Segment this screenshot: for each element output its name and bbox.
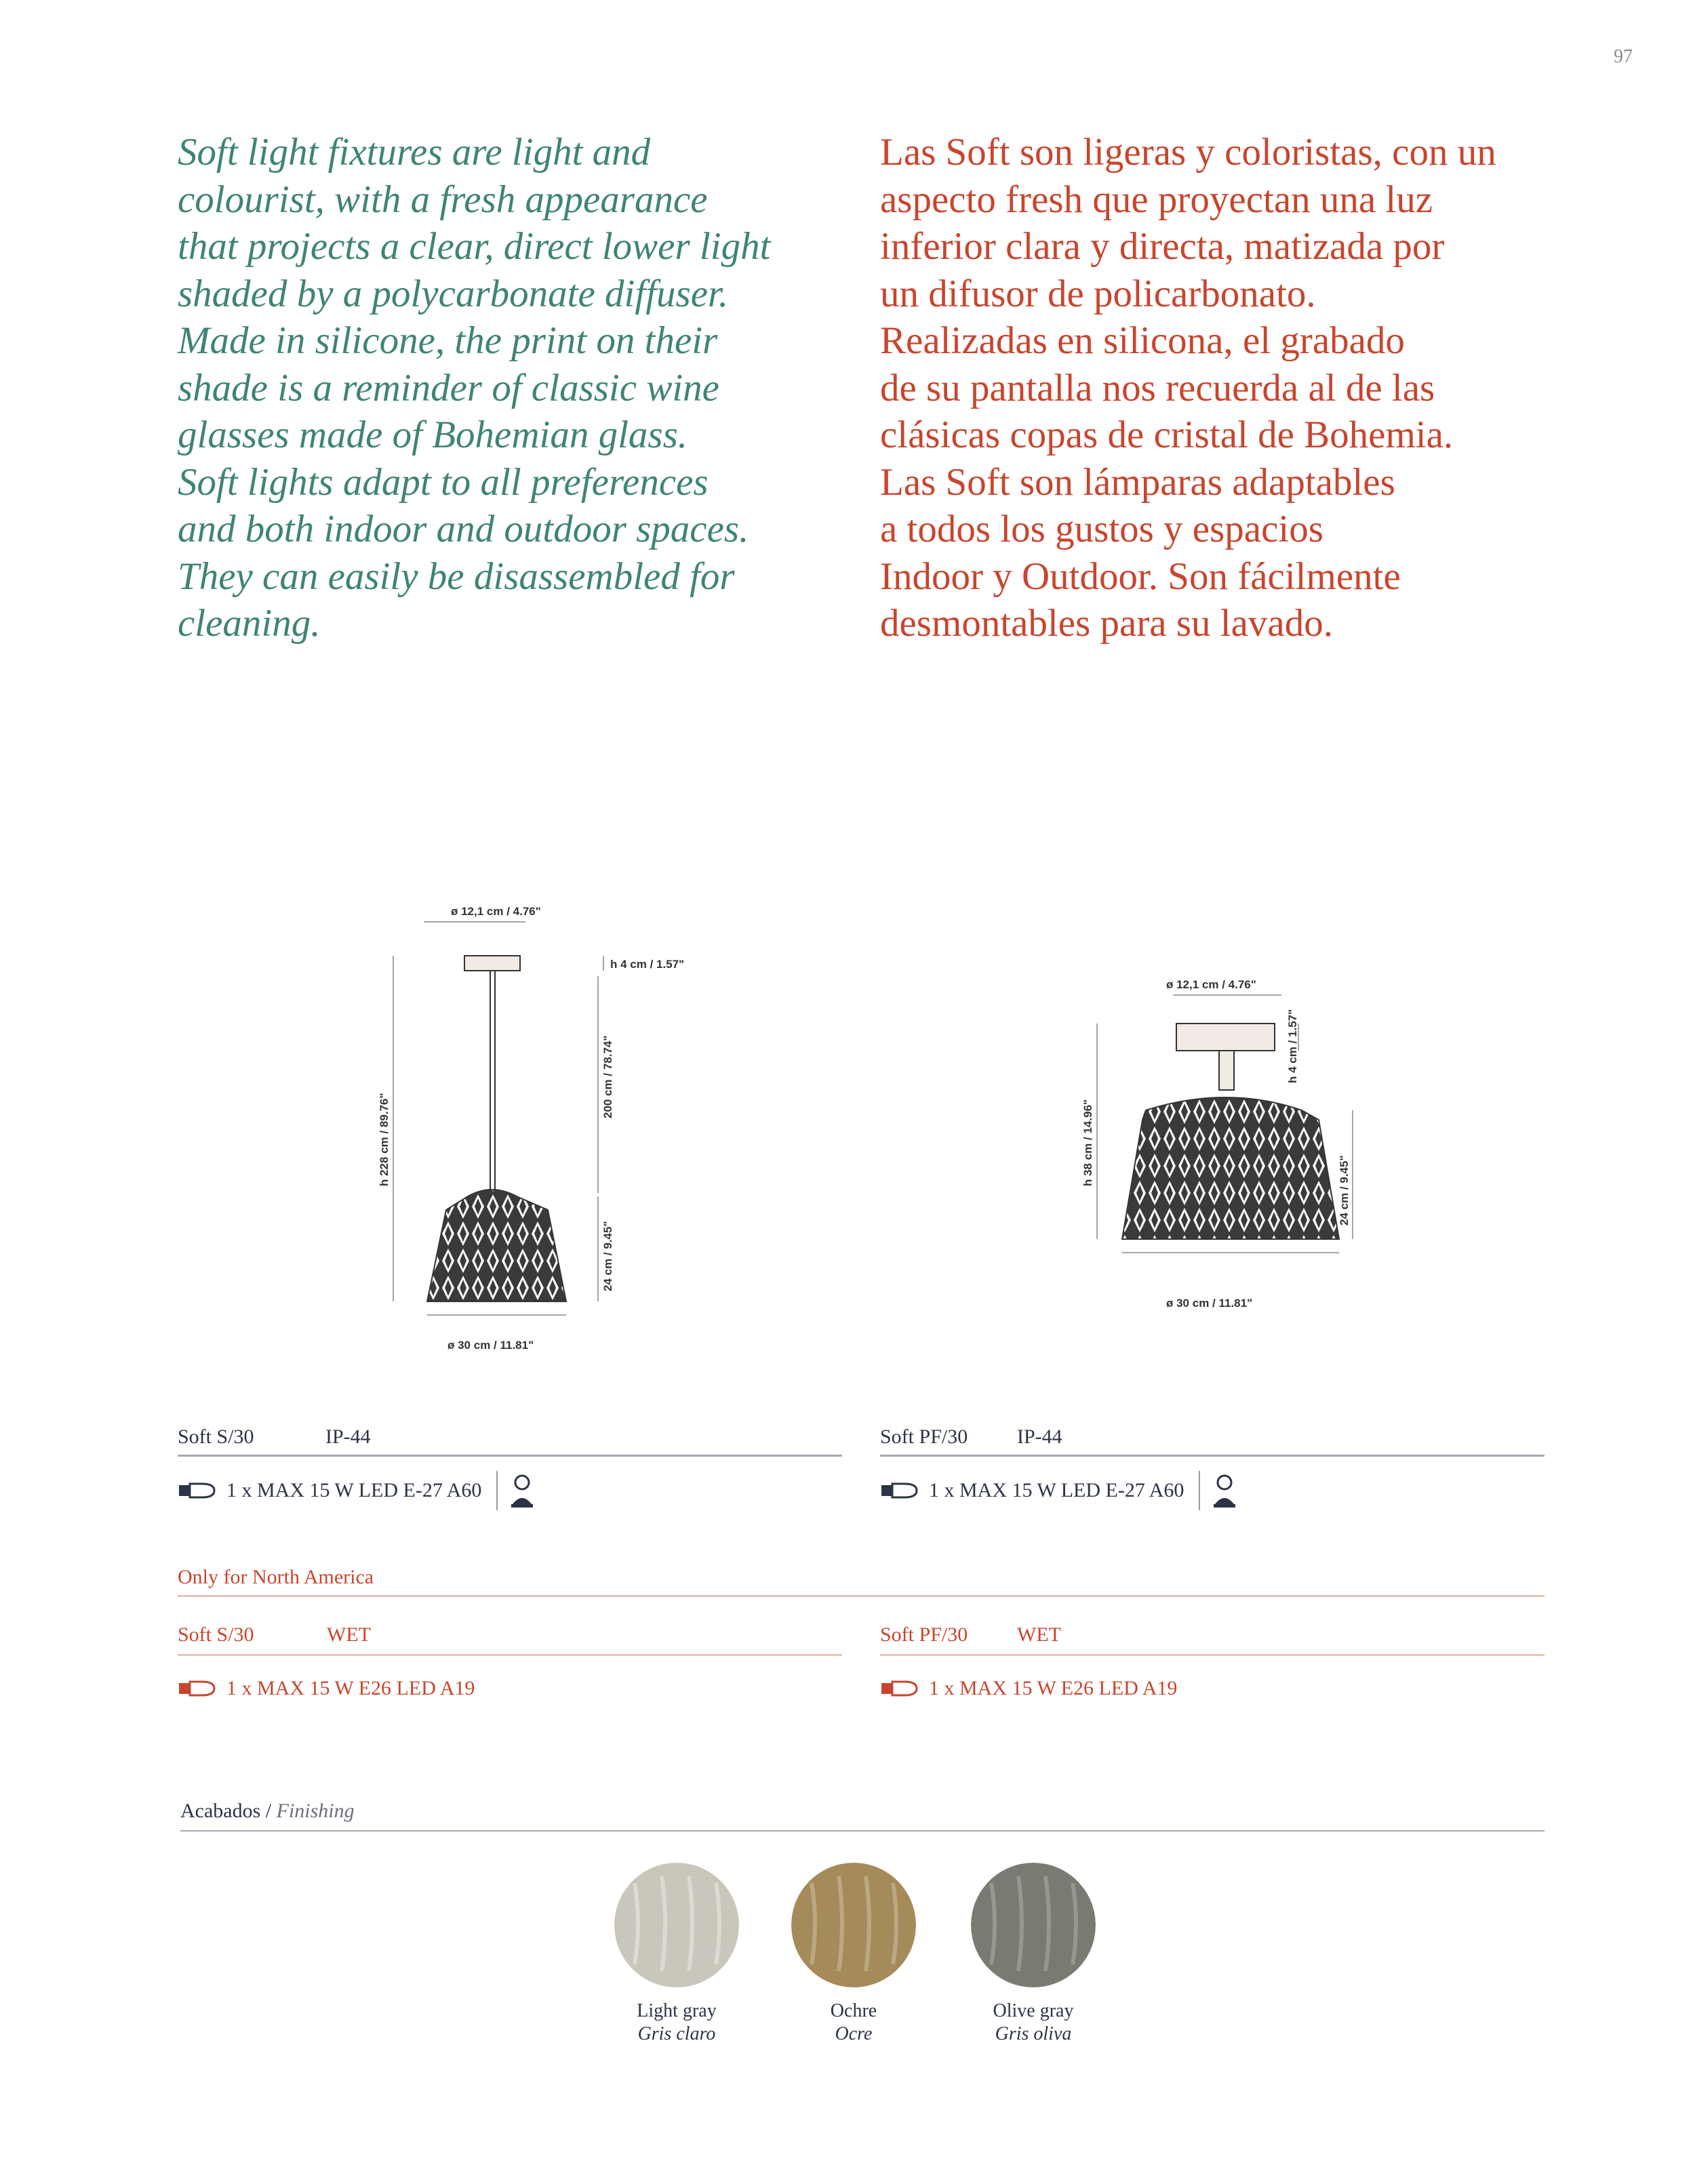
lamp-spec-left [178, 1471, 536, 1510]
swatch-olive-gray [971, 1863, 1096, 1987]
north-america-heading: Only for North America [178, 1566, 374, 1588]
intro-en-line: shaded by a polycarbonate diffuser. [178, 272, 729, 315]
intro-es-line: aspecto fresh que proyectan una luz [880, 178, 1433, 221]
spec-model-right: Soft PF/30 [880, 1425, 968, 1448]
spec-divider [178, 1654, 842, 1656]
finishes-heading-sep: / [260, 1800, 277, 1822]
intro-es-line: a todos los gustos y espacios [880, 508, 1323, 550]
intro-en-line: They can easily be disassembled for [178, 554, 735, 598]
intro-en-line: cleaning. [178, 602, 321, 645]
intro-es-line: Realizadas en silicona, el grabado [880, 319, 1405, 362]
intro-en-line: shade is a reminder of classic wine [178, 366, 719, 409]
finishes-heading-en: Finishing [276, 1800, 355, 1822]
swatch-name-es: Gris oliva [995, 2023, 1072, 2044]
led-bulb-icon [880, 1679, 918, 1698]
pendant-cable-length: 200 cm / 78.74" [601, 1035, 614, 1118]
spec-divider [880, 1455, 1545, 1457]
swatch-name-en: Ochre [830, 2000, 877, 2021]
led-bulb-icon [880, 1481, 918, 1500]
intro-en-line: and both indoor and outdoor spaces. [178, 508, 749, 550]
ceiling-total-height: h 38 cm / 14.96" [1081, 1099, 1094, 1186]
ceiling-top-diameter: ø 12,1 cm / 4.76" [1166, 978, 1256, 991]
pendant-dimension-drawing [366, 895, 705, 1369]
canopy [1176, 1024, 1275, 1051]
swatch-label [582, 2000, 772, 2046]
pendant-top-diameter: ø 12,1 cm / 4.76" [451, 905, 541, 918]
page-number: 97 [1614, 46, 1633, 67]
intro-es-line: Las Soft son lámparas adaptables [880, 460, 1395, 504]
swatch-name-en: Olive gray [993, 2000, 1074, 2021]
intro-es-line: un difusor de policarbonato. [880, 272, 1316, 315]
na-model-left: Soft S/30 [178, 1623, 254, 1646]
finishes-heading [180, 1800, 355, 1823]
shade [427, 1190, 566, 1301]
lamp-spec-text: 1 x MAX 15 W LED E-27 A60 [226, 1479, 482, 1501]
pendant-total-height: h 228 cm / 89.76" [378, 1093, 391, 1186]
led-bulb-icon [178, 1481, 216, 1500]
intro-es-line: inferior clara y directa, matizada por [880, 225, 1445, 268]
washable-icon [509, 1472, 536, 1510]
pendant-shade-height: 24 cm / 9.45" [601, 1221, 614, 1291]
na-lamp-spec-right [880, 1677, 1177, 1700]
separator [496, 1471, 498, 1510]
lamp-spec-right [880, 1471, 1238, 1510]
spec-model-left: Soft S/30 [178, 1425, 254, 1448]
spec-rating-right: IP-44 [1017, 1425, 1062, 1448]
swatch-name-es: Ocre [835, 2023, 873, 2044]
intro-en-line: that projects a clear, direct lower light [178, 225, 771, 268]
shade [1122, 1097, 1339, 1239]
swatch-name-en: Light gray [637, 2000, 717, 2021]
intro-en-line: glasses made of Bohemian glass. [178, 413, 688, 456]
intro-es-line: Indoor y Outdoor. Son fácilmente [880, 554, 1401, 598]
ceiling-shade-height: 24 cm / 9.45" [1338, 1155, 1351, 1226]
swatch-name-es: Gris claro [637, 2023, 716, 2044]
north-america-divider [178, 1595, 1545, 1597]
stem [1219, 1051, 1234, 1090]
intro-english [178, 129, 770, 647]
na-model-right: Soft PF/30 [880, 1623, 968, 1646]
intro-spanish [880, 129, 1496, 647]
na-rating-right: WET [1017, 1623, 1061, 1646]
intro-es-line: clásicas copas de cristal de Bohemia. [880, 413, 1454, 456]
intro-en-line: Soft light fixtures are light and [178, 131, 651, 174]
pendant-canopy-height: h 4 cm / 1.57" [610, 958, 685, 971]
spec-divider [178, 1455, 842, 1457]
intro-en-line: colourist, with a fresh appearance [178, 178, 708, 221]
finishes-heading-es: Acabados [180, 1800, 261, 1822]
intro-en-line: Soft lights adapt to all preferences [178, 460, 709, 504]
swatch-ochre [791, 1863, 916, 1987]
intro-es-line: desmontables para su lavado. [880, 602, 1333, 645]
ceiling-dimension-drawing [1058, 963, 1383, 1329]
led-bulb-icon [178, 1679, 216, 1698]
intro-en-line: Made in silicone, the print on their [178, 319, 718, 362]
lamp-spec-text: 1 x MAX 15 W LED E-27 A60 [929, 1479, 1184, 1501]
spec-divider [880, 1654, 1545, 1656]
lamp-spec-text: 1 x MAX 15 W E26 LED A19 [226, 1677, 475, 1699]
ceiling-shade-diameter: ø 30 cm / 11.81" [1166, 1297, 1253, 1310]
pendant-shade-diameter: ø 30 cm / 11.81" [447, 1339, 534, 1352]
lamp-spec-text: 1 x MAX 15 W E26 LED A19 [929, 1677, 1178, 1699]
swatch-label [759, 2000, 949, 2046]
finishes-divider [180, 1830, 1545, 1832]
spec-rating-left: IP-44 [325, 1425, 371, 1448]
washable-icon [1211, 1472, 1238, 1510]
na-lamp-spec-left [178, 1677, 475, 1700]
swatch-label [938, 2000, 1128, 2046]
separator [1199, 1471, 1200, 1510]
intro-es-line: Las Soft son ligeras y coloristas, con un [880, 131, 1496, 174]
na-rating-left: WET [327, 1623, 371, 1646]
swatch-light-gray [614, 1863, 739, 1987]
ceiling-canopy-height: h 4 cm / 1.57" [1286, 1009, 1299, 1083]
intro-es-line: de su pantalla nos recuerda al de las [880, 366, 1435, 409]
canopy [464, 956, 520, 971]
